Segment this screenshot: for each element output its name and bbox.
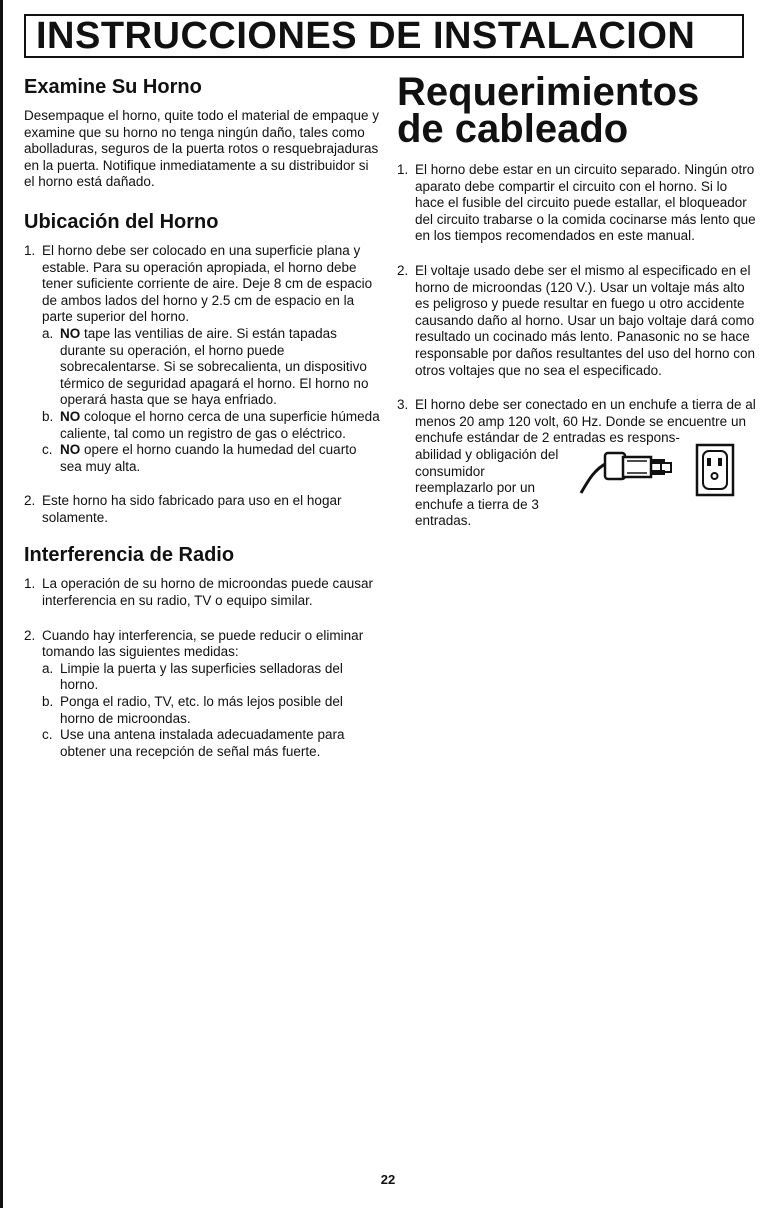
list-item: [397, 263, 757, 379]
list-item: [397, 397, 757, 530]
item-number: 1.: [24, 576, 36, 592]
sub-item: [42, 326, 380, 409]
sub-label: c.: [42, 727, 53, 743]
sub-item: [42, 442, 380, 475]
right-column: [397, 70, 757, 548]
item-number: 2.: [24, 627, 36, 643]
sub-text: coloque el horno cerca de una superficie húmeda caliente, tal como un registro de gas o eléctrico.: [60, 408, 380, 441]
item-text: La operación de su horno de microondas puede causar interferencia en su radio, TV o equipo similar.: [42, 576, 373, 609]
examine-heading: Examine Su Horno: [24, 76, 202, 98]
bold-no: NO: [60, 408, 81, 424]
item-text: Este horno ha sido fabricado para uso en el hogar solamente.: [42, 493, 342, 525]
page-title: INSTRUCCIONES DE INSTALACION: [24, 14, 744, 58]
sub-item: [42, 694, 380, 727]
list-item: [24, 243, 380, 475]
ubicacion-list: [24, 243, 380, 527]
sub-label: c.: [42, 442, 53, 458]
item-text: Cuando hay interferencia, se puede reducir o eliminar tomando las siguientes medidas:: [42, 627, 364, 660]
sub-label: a.: [42, 325, 54, 341]
wiring-heading-line1: Requerimientos: [397, 70, 700, 114]
item-number: 1.: [397, 162, 409, 177]
sub-list: [42, 661, 380, 761]
sub-item: [42, 661, 380, 694]
bold-no: NO: [60, 442, 81, 458]
list-item: [24, 493, 380, 526]
sub-text: Use una antena instalada adecuadamente para obtener una recepción de señal más fuerte.: [60, 727, 345, 759]
outlet-row: [415, 447, 757, 530]
page-edge-rule: [0, 0, 3, 1208]
sub-label: b.: [42, 694, 54, 710]
left-column: [24, 70, 380, 778]
sub-text: Limpie la puerta y las superficies selladoras del horno.: [60, 660, 343, 693]
item-text: El voltaje usado debe ser el mismo al especificado en el horno de microondas (120 V.). Usar un voltaje más alto es peligroso y puede resultar en fuego u otro accidente causando daño al horno. Usar un bajo voltaje dará como resultado un cocinado más lento. Panasonic no se hace responsable por daños resultantes del uso del horno con otros voltajes que no sea el especificado.: [415, 262, 755, 378]
list-item: [24, 628, 380, 761]
sub-text: opere el horno cuando la humedad del cuarto sea muy alta.: [60, 442, 357, 474]
sub-item: [42, 727, 380, 760]
wiring-list: [397, 162, 757, 530]
page-number: 22: [380, 1172, 396, 1187]
grounded-plug-outlet-icon: [577, 439, 747, 501]
wiring-heading: [397, 70, 757, 151]
sub-item: [42, 409, 380, 442]
item-number: 2.: [24, 493, 36, 509]
item-number: 2.: [397, 262, 409, 278]
item-text: El horno debe ser colocado en una superficie plana y estable. Para su operación apropiada, el horno debe tener suficiente corriente de aire. Deje 8 cm de espacio de ambos lados del horno y 2.5 cm de espacio en la parte superior del horno.: [42, 242, 373, 325]
list-item: [397, 162, 757, 245]
wiring-heading-line2: de cableado: [397, 107, 629, 151]
interferencia-list: [24, 576, 380, 760]
item-number: 1.: [24, 242, 36, 258]
item-text: El horno debe estar en un circuito separado. Ningún otro aparato debe compartir el circuito con el horno. Si lo hace el fusible del circuito puede estallar, el bloqueador del circuito trabarse o la comida cocinarse más lento que en los tiempos recomendados en este manual.: [415, 162, 756, 244]
item-text-continued: abilidad y obligación del consumidor reemplazarlo por un enchufe a tierra de 3 entradas.: [415, 446, 559, 529]
item-number: 3.: [397, 397, 409, 413]
bold-no: NO: [60, 325, 81, 341]
item-text: El horno debe ser conectado en un enchufe a tierra de al menos 20 amp 120 volt, 60 Hz. Donde se encuentre un enchufe estándar de 2 entradas es respons-: [415, 397, 756, 446]
sub-text: tape las ventilias de aire. Si están tapadas durante su operación, el horno puede sobrecalentarse. Si se sobrecalienta, un dispositivo térmico de seguridad apagará el horno. El horno no operará hasta que se haya enfriado.: [60, 325, 369, 408]
sub-label: a.: [42, 660, 54, 676]
ubicacion-heading: Ubicación del Horno: [24, 210, 219, 233]
sub-list: [42, 326, 380, 475]
list-item: [24, 576, 380, 609]
sub-text: Ponga el radio, TV, etc. lo más lejos posible del horno de microondas.: [60, 694, 343, 726]
interferencia-heading: Interferencia de Radio: [24, 544, 235, 567]
sub-label: b.: [42, 408, 54, 424]
examine-text: Desempaque el horno, quite todo el material de empaque y examine que su horno no tenga ningún daño, tales como abolladuras, seguros de la puerta rotos o resquebrajaduras en la puerta. Notifique inmediatamente a su distribuidor si el horno está dañado.: [24, 108, 379, 190]
